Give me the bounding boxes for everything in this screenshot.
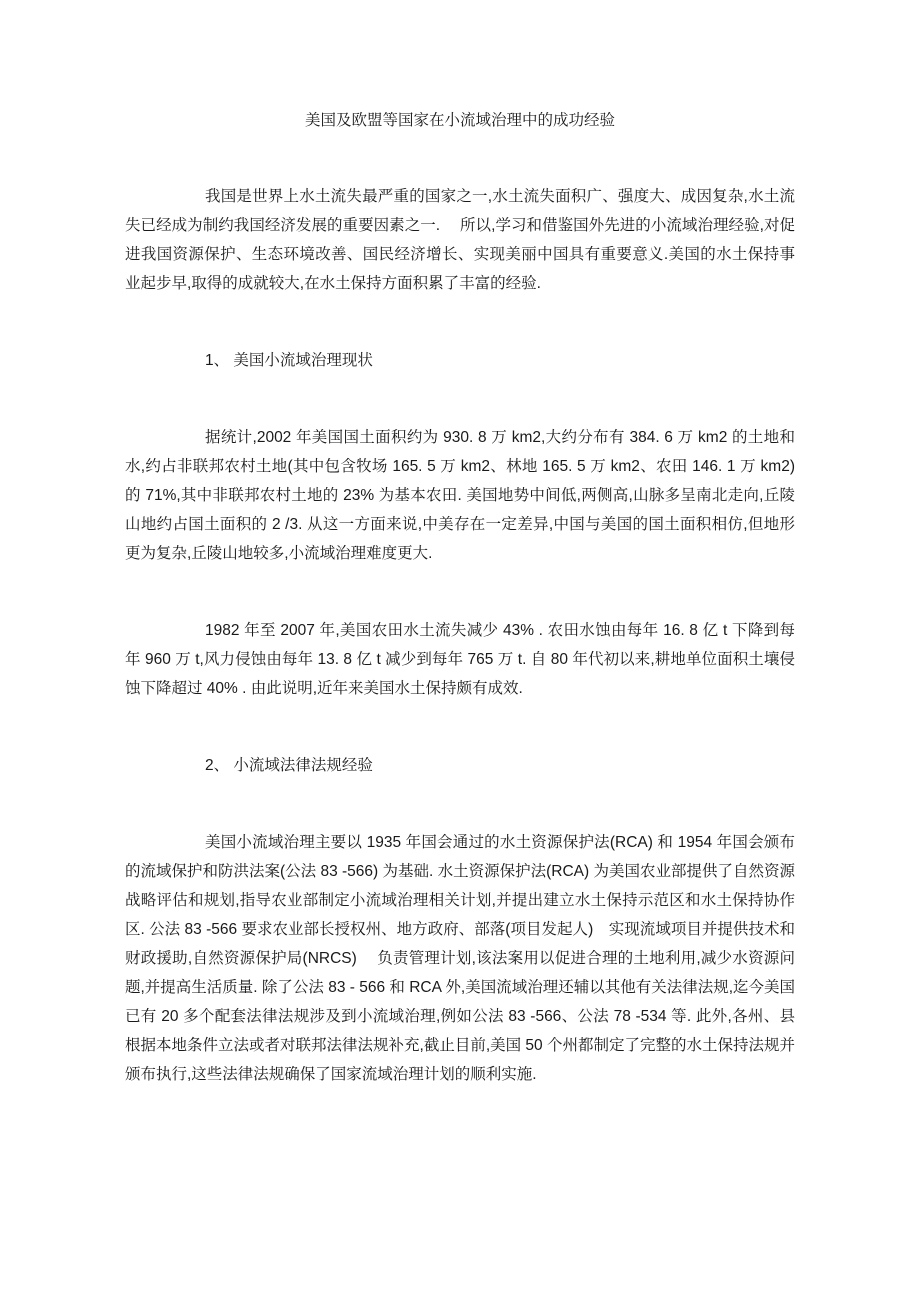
section-heading-1: 1、 美国小流域治理现状 xyxy=(205,352,373,369)
document-title: 美国及欧盟等国家在小流域治理中的成功经验 xyxy=(304,112,615,129)
section-heading-2: 2、 小流域法律法规经验 xyxy=(205,757,373,774)
paragraph-erosion-stats: 1982 年至 2007 年,美国农田水土流失减少 43% . 农田水蚀由每年 16. 8 亿 t 下降到每年 960 万 t,风力侵蚀由每年 13. 8 亿 t 减少到每年 765 万 t. 自 80 年代初以来,耕地单位面积土壤侵蚀下降超过 40% . 由此说明,近年来美国水土保持颇有成效. xyxy=(125,622,795,697)
paragraph-us-overview: 据统计,2002 年美国国土面积约为 930. 8 万 km2,大约分布有 384. 6 万 km2 的土地和水,约占非联邦农村土地(其中包含牧场 165. 5 万 km2、林地 165. 5 万 km2、农田 146. 1 万 km2) 的 71%,其中非联邦农村土地的 23% 为基本农田. 美国地势中间低,两侧高,山脉多呈南北走向,丘陵山地约占国土面积的 2 /3. 从这一方面来说,中美存在一定差异,中国与美国的国土面积相仿,但地形更为复杂,丘陵山地较多,小流域治理难度更大. xyxy=(125,429,795,562)
paragraph-legal-experience: 美国小流域治理主要以 1935 年国会通过的水土资源保护法(RCA) 和 1954 年国会颁布的流域保护和防洪法案(公法 83 -566) 为基础. 水土资源保护法(RCA) 为美国农业部提供了自然资源战略评估和规划,指导农业部制定小流域治理相关计划,并提出建立水土保持示范区和水土保持协作区. 公法 83 -566 要求农业部长授权州、地方政府、部落(项目发起人) 实现流域项目并提供技术和财政援助,自然资源保护局(NRCS) 负责管理计划,该法案用以促进合理的土地利用,减少水资源问题,并提高生活质量. 除了公法 83 - 566 和 RCA 外,美国流域治理还辅以其他有关法律法规,迄今美国已有 20 多个配套法律法规涉及到小流域治理,例如公法 83 -566、公法 78 -534 等. 此外,各州、县根据本地条件立法或者对联邦法律法规补充,截止目前,美国 50 个州都制定了完整的水土保持法规并颁布执行,这些法律法规确保了国家流域治理计划的顺利实施. xyxy=(125,834,796,1083)
paragraph-intro: 我国是世界上水土流失最严重的国家之一,水土流失面积广、强度大、成因复杂,水土流失已经成为制约我国经济发展的重要因素之一. 所以,学习和借鉴国外先进的小流域治理经验,对促进我国资源保护、生态环境改善、国民经济增长、实现美丽中国具有重要意义.美国的水土保持事业起步早,取得的成就较大,在水土保持方面积累了丰富的经验. xyxy=(125,188,795,292)
